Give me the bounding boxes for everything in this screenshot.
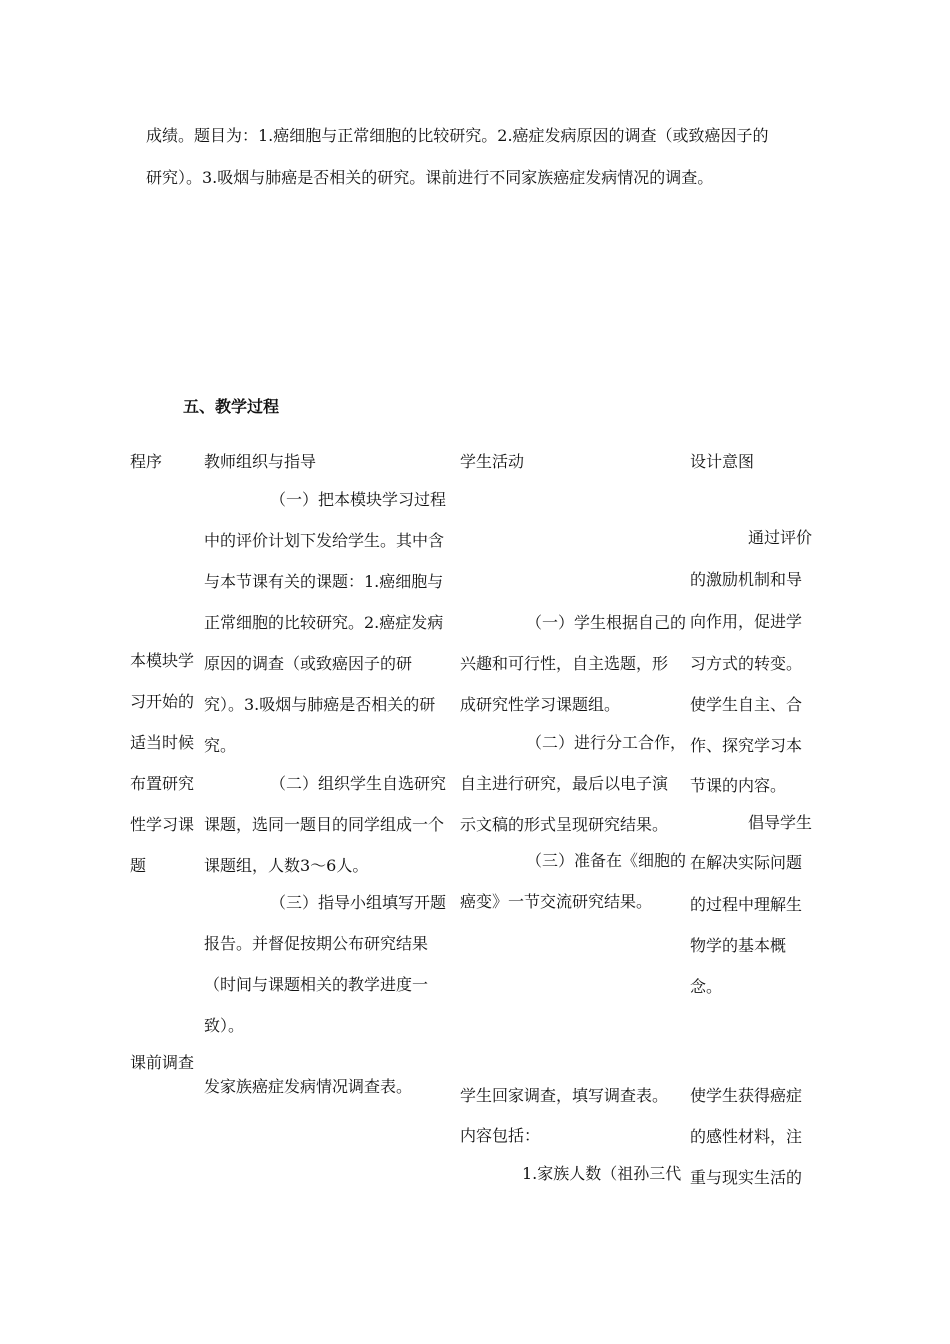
row1-student-line: （一）学生根据自己的: [526, 613, 687, 632]
row1-student-line: 成研究性学习课题组。: [460, 695, 621, 714]
row1-teacher-line: 与本节课有关的课题：1.癌细胞与: [204, 572, 444, 591]
row1-program-line: 布置研究: [130, 774, 195, 793]
row1-teacher-line: 课题，选同一题目的同学组成一个: [204, 815, 445, 834]
row2-teacher: 发家族癌症发病情况调查表。: [204, 1077, 413, 1096]
row1-student-line: 癌变》一节交流研究结果。: [460, 892, 653, 911]
row1-intent-line: 的激励机制和导: [690, 570, 803, 589]
row2-intent-line: 的感性材料，注: [690, 1127, 803, 1146]
row1-teacher-line: 究）。3.吸烟与肺癌是否相关的研: [204, 695, 436, 714]
row1-intent-line: 使学生自主、合: [690, 695, 803, 714]
row1-teacher-line: （三）指导小组填写开题: [270, 893, 447, 912]
row1-intent-line: 节课的内容。: [690, 776, 787, 795]
header-student: 学生活动: [460, 452, 525, 471]
row1-intent-line: 倡导学生: [748, 813, 813, 832]
header-intent: 设计意图: [690, 452, 755, 471]
row1-program-line: 题: [130, 856, 147, 875]
header-teacher: 教师组织与指导: [204, 452, 317, 471]
intro-line-2: 研究）。3.吸烟与肺癌是否相关的研究。课前进行不同家族癌症发病情况的调查。: [146, 168, 714, 187]
row1-student-line: （三）准备在《细胞的: [526, 851, 687, 870]
row2-intent-line: 使学生获得癌症: [690, 1086, 803, 1105]
row1-intent-line: 习方式的转变。: [690, 654, 803, 673]
row1-intent-line: 作、探究学习本: [690, 736, 803, 755]
row1-teacher-line: 正常细胞的比较研究。2.癌症发病: [204, 613, 444, 632]
row1-teacher-line: （时间与课题相关的教学进度一: [204, 975, 429, 994]
row1-teacher-line: 报告。并督促按期公布研究结果: [204, 934, 429, 953]
row1-student-line: 自主进行研究，最后以电子演: [460, 774, 669, 793]
row1-teacher-line: 致）。: [204, 1016, 245, 1035]
row2-student-line: 内容包括：: [460, 1126, 541, 1145]
row1-teacher-line: （二）组织学生自选研究: [270, 774, 447, 793]
row1-intent-line: 在解决实际问题: [690, 853, 803, 872]
header-program: 程序: [130, 452, 163, 471]
row1-teacher-line: 究。: [204, 736, 237, 755]
row2-student-line: 学生回家调查，填写调查表。: [460, 1086, 669, 1105]
row1-program-line: 性学习课: [130, 815, 195, 834]
row1-program-line: 本模块学: [130, 651, 195, 670]
row1-student-line: 示文稿的形式呈现研究结果。: [460, 815, 669, 834]
intro-line-1: 成绩。题目为：1.癌细胞与正常细胞的比较研究。2.癌症发病原因的调查（或致癌因子的: [146, 126, 769, 145]
row1-program-line: 适当时候: [130, 733, 195, 752]
row1-intent-line: 物学的基本概: [690, 936, 787, 955]
row1-intent-line: 的过程中理解生: [690, 895, 803, 914]
row1-student-line: （二）进行分工合作，: [526, 733, 687, 752]
row1-teacher-line: 课题组，人数3～6人。: [204, 856, 369, 875]
row1-intent-line: 通过评价: [748, 528, 813, 547]
row1-student-line: 兴趣和可行性，自主选题，形: [460, 654, 669, 673]
row1-teacher-line: 中的评价计划下发给学生。其中含: [204, 531, 445, 550]
row1-intent-line: 念。: [690, 977, 723, 996]
row1-teacher-line: 原因的调查（或致癌因子的研: [204, 654, 413, 673]
row1-program-line: 习开始的: [130, 692, 195, 711]
row1-teacher-line: （一）把本模块学习过程: [270, 490, 447, 509]
row2-student-line: 1.家族人数（祖孙三代: [522, 1164, 682, 1183]
row2-program: 课前调查: [130, 1053, 195, 1072]
row1-intent-line: 向作用，促进学: [690, 612, 803, 631]
row2-intent-line: 重与现实生活的: [690, 1168, 803, 1187]
section-heading: 五、教学过程: [183, 397, 280, 416]
